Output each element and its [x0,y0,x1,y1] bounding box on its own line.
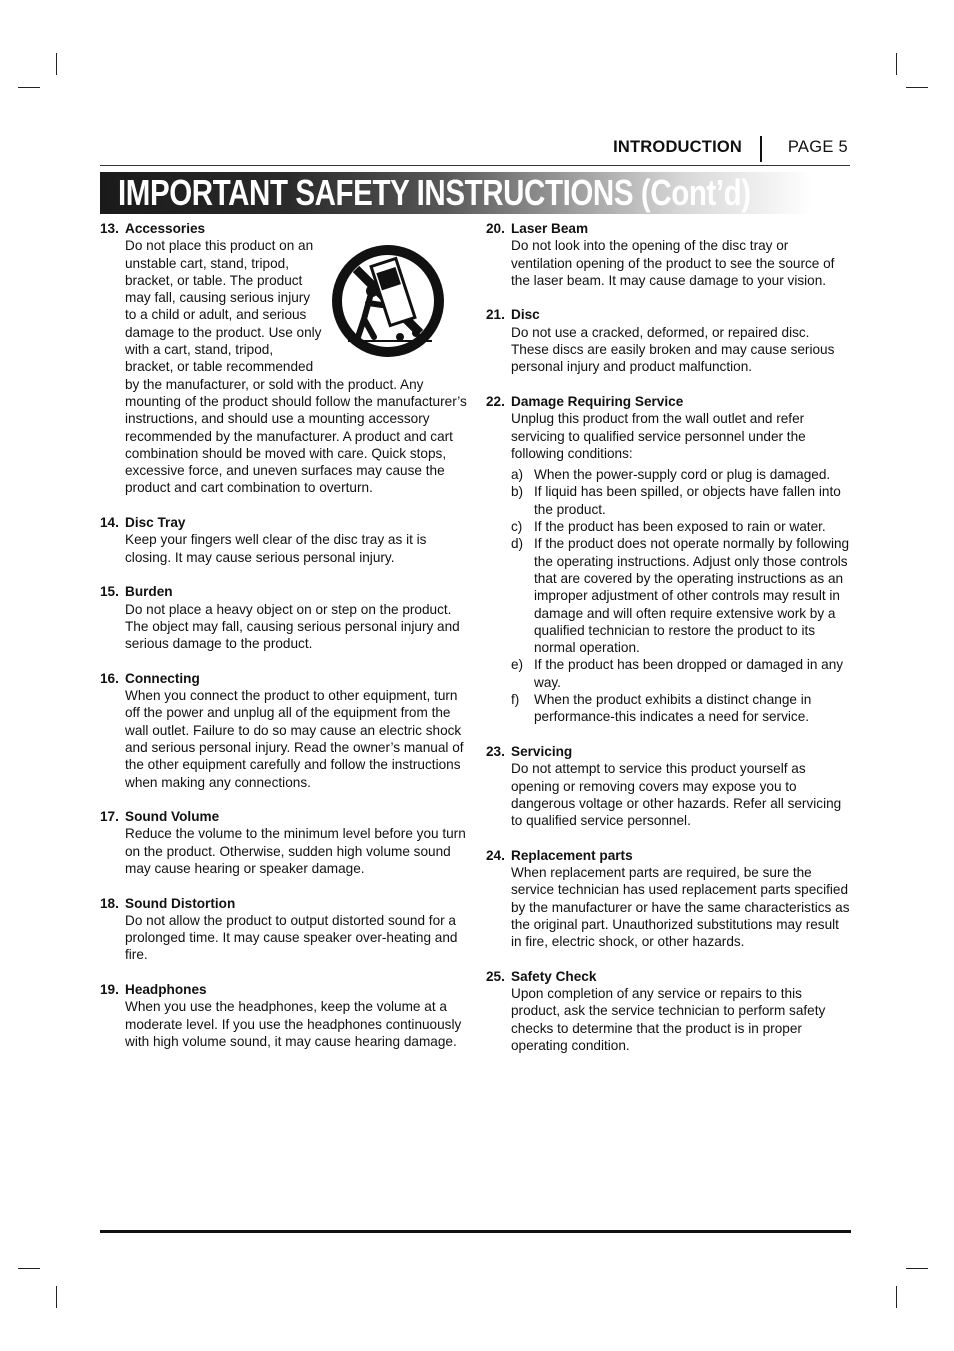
item-number: 16. [100,670,119,686]
condition-letter: e) [511,657,524,673]
item-title: Safety Check [511,968,597,984]
item-body [100,601,468,653]
crop-mark [18,87,40,88]
item-title: Laser Beam [511,221,589,236]
item-text: When replacement parts are required, be sure the service technician has used replacement parts specified by the manufacturer or have the same characteristics as the original part. Unauthorized substitutions may result in fire, electric shock, or other hazards. [511,864,850,950]
item-number: 14. [100,515,119,531]
item-body [100,687,468,791]
item-body [100,912,468,964]
item-heading [100,895,468,912]
section-label: INTRODUCTION [613,138,742,156]
item-title: Disc Tray [125,515,186,531]
instruction-item [100,583,468,652]
item-title: Burden [125,584,173,600]
item-title: Damage Requiring Service [511,393,684,409]
item-body [486,410,850,462]
instruction-item [486,306,850,375]
instruction-item [486,847,850,951]
instruction-item [486,743,850,829]
condition-item [486,656,850,691]
item-number: 25. [486,968,505,984]
left-column [100,220,468,1068]
item-text: Unplug this product from the wall outlet and refer servicing to qualified service personnel under the following conditions: [511,411,806,461]
condition-item [486,518,850,535]
condition-item [486,691,850,726]
item-number: 22. [486,393,505,409]
title-banner [100,172,850,214]
footer-rule [100,1230,851,1233]
item-text: Do not place this product on an unstable cart, stand, tripod, bracket, or table. The product may fall, causing serious injury to a child or adult, and serious damage to the product. Use only with a cart, stand, tripod, bracket, or table recommended by the manufacturer, or sold with the product. Any mounting of the product should follow the manufacturer’s instructions, and should use a mounting accessory recommended by the manufacturer. A product and cart combination should be moved with care. Quick stops, excessive force, and uneven surfaces may cause the product and cart combination to overturn. [125,238,467,496]
item-heading [100,670,468,687]
crop-mark [896,53,897,75]
item-title: Sound Volume [125,809,220,825]
item-number: 17. [100,809,119,825]
cart-tipover-warning-icon [328,241,448,361]
item-body [486,324,850,376]
item-number: 19. [100,982,119,998]
page-number: PAGE 5 [787,138,848,156]
item-title: Disc [511,307,540,323]
right-column [486,220,850,1072]
item-text: Reduce the volume to the minimum level before you turn on the product. Otherwise, sudden high volume sound may cause hearing or speaker damage. [125,826,466,876]
condition-letter: a) [511,467,524,483]
item-heading [486,306,850,323]
item-heading [486,220,850,237]
header-rule [100,165,850,166]
condition-text: When the power-supply cord or plug is damaged. [534,467,831,483]
condition-item [486,466,850,483]
instruction-item [486,968,850,1054]
item-title: Headphones [125,982,207,998]
item-heading [100,981,468,998]
item-text: Do not place a heavy object on or step on the product. The object may fall, causing serious personal injury and serious damage to the product. [125,601,460,652]
item-text: Do not allow the product to output distorted sound for a prolonged time. It may cause speaker over-heating and fire. [125,912,458,963]
condition-letter: f) [511,692,520,708]
item-number: 18. [100,895,119,911]
instruction-item [100,981,468,1050]
item-text: When you use the headphones, keep the volume at a moderate level. If you use the headphones continuously with high volume sound, it may cause hearing damage. [125,999,462,1049]
crop-mark [896,1286,897,1308]
item-number: 21. [486,307,505,323]
item-heading [486,968,850,985]
item-title: Accessories [125,221,206,236]
item-body [100,825,468,877]
condition-text: If the product has been dropped or damaged in any way. [534,657,844,690]
item-heading [100,808,468,825]
instruction-item [100,895,468,964]
item-number: 20. [486,221,505,236]
crop-mark [56,1286,57,1308]
condition-item [486,535,850,656]
item-number: 24. [486,847,505,863]
condition-letter: b) [511,484,524,500]
item-title: Sound Distortion [125,895,236,911]
item-text: Do not use a cracked, deformed, or repaired disc. These discs are easily broken and may cause serious personal injury and product malfunction. [511,324,835,375]
instruction-item [100,514,468,566]
item-number: 23. [486,743,505,759]
item-body [486,760,850,829]
item-body [486,237,850,289]
instruction-item [486,393,850,726]
item-number: 15. [100,584,119,600]
item-heading [486,743,850,760]
item-body [100,531,468,566]
item-body [486,985,850,1054]
item-body [100,998,468,1050]
page-title: IMPORTANT SAFETY INSTRUCTIONS (Cont’d) [118,172,751,213]
crop-mark [18,1268,40,1269]
condition-letter: c) [511,519,523,535]
instruction-item [100,220,468,497]
item-heading [100,514,468,531]
condition-text: When the product exhibits a distinct change in performance-this indicates a need for service. [534,692,812,725]
instruction-item [100,670,468,791]
item-heading [100,220,468,237]
condition-text: If the product has been exposed to rain or water. [534,519,826,535]
item-body [486,864,850,950]
condition-item [486,483,850,518]
crop-mark [906,1268,928,1269]
instruction-item [486,220,850,289]
item-title: Connecting [125,670,200,686]
crop-mark [56,53,57,75]
header-separator [760,136,762,162]
page-header [100,134,850,164]
item-heading [486,393,850,410]
condition-list [486,466,850,725]
item-body [100,237,468,496]
item-number: 13. [100,221,119,236]
item-heading [486,847,850,864]
item-text: Do not look into the opening of the disc tray or ventilation opening of the product to see the source of the laser beam. It may cause damage to your vision. [511,238,835,288]
condition-text: If the product does not operate normally by following the operating instructions. Adjust only those controls that are covered by the operating instructions as an improper adjustment of other controls may result in damage and will often require extensive work by a qualified technician to restore the product to its normal operation. [534,536,850,656]
item-heading [100,583,468,600]
crop-mark [906,87,928,88]
item-title: Servicing [511,743,573,759]
item-text: When you connect the product to other equipment, turn off the power and unplug all of the equipment from the wall outlet. Failure to do so may cause an electric shock and serious personal injury. Read the owner’s manual of the other equipment carefully and follow the instructions when making any connections. [125,688,464,790]
item-text: Upon completion of any service or repairs to this product, ask the service technician to perform safety checks to determine that the product is in proper operating condition. [511,986,826,1053]
condition-letter: d) [511,536,524,552]
item-text: Do not attempt to service this product yourself as opening or removing covers may expose you to dangerous voltage or other hazards. Refer all servicing to qualified service personnel. [511,761,842,829]
item-title: Replacement parts [511,847,633,863]
condition-text: If liquid has been spilled, or objects have fallen into the product. [534,484,841,517]
instruction-item [100,808,468,877]
item-text: Keep your fingers well clear of the disc tray as it is closing. It may cause serious personal injury. [125,532,427,565]
